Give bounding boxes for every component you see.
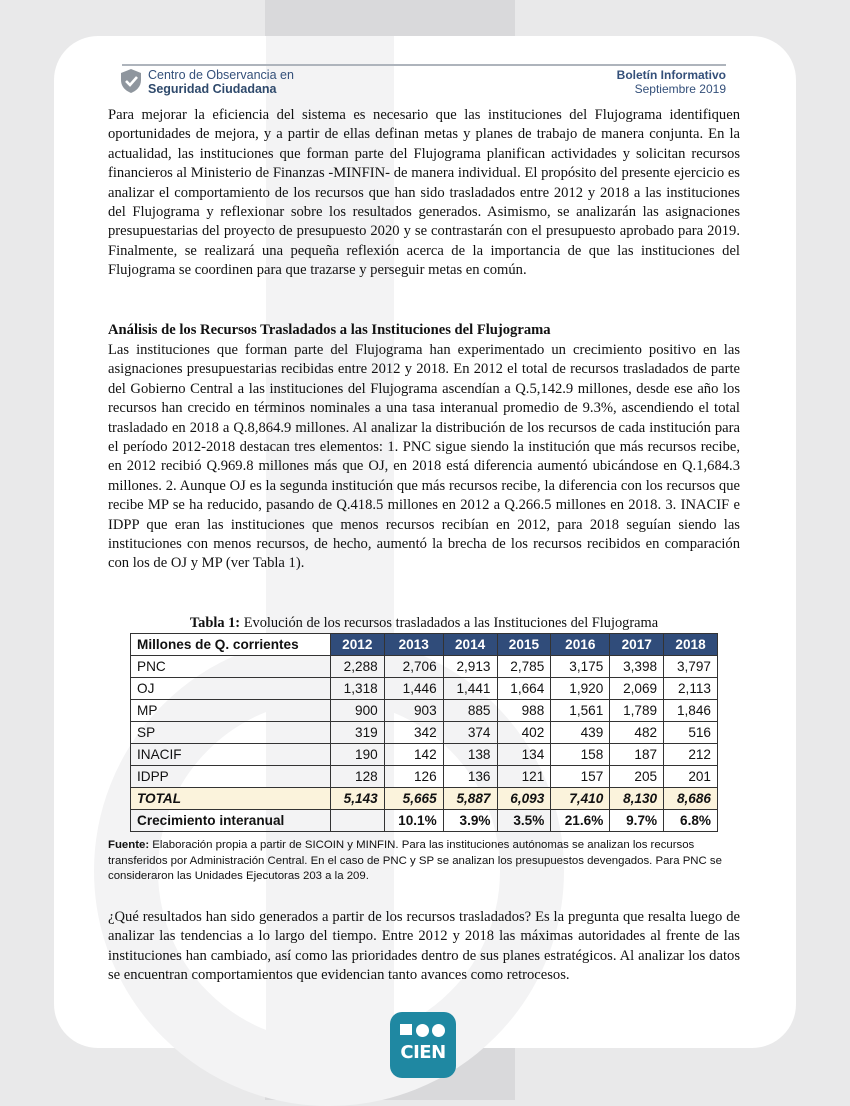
table-row	[131, 744, 718, 766]
year-header: 2012	[330, 634, 384, 656]
total-cell: 7,410	[551, 788, 610, 810]
document-page	[54, 36, 796, 1063]
section-heading: Análisis de los Recursos Trasladados a las Instituciones del Flujograma	[108, 322, 551, 338]
bulletin-title: Boletín Informativo	[616, 68, 726, 82]
table-cell: 2,069	[610, 678, 664, 700]
intro-paragraph: Para mejorar la eficiencia del sistema es necesario que las instituciones del Flujograma identifiquen oportunidades de mejora, y a partir de ellas definan metas y planes de trabajo de manera conjunta. En la actualidad, las instituciones que forman parte del Flujograma planifican actividades y solicitan recursos financieros al Ministerio de Finanzas -MINFIN- de manera individual. El propósito del presente ejercicio es analizar el comportamiento de los recursos que han sido trasladados entre 2012 y 2018 a las instituciones del Flujograma y reflexionar sobre los resultados generados. Asimismo, se analizarán las asignaciones presupuestarias del proyecto de presupuesto 2020 y se contrastarán con el presupuesto aprobado para 2019. Finalmente, se realizará una pequeña reflexión acerca de la importancia de que las instituciones del Flujograma se coordinen para que trazarse y perseguir metas en común.	[108, 107, 740, 279]
table-row	[131, 656, 718, 678]
source-label: Fuente:	[108, 839, 150, 851]
table-cell: 1,664	[497, 678, 551, 700]
table-row	[131, 700, 718, 722]
table-cell: 482	[610, 722, 664, 744]
table-source-note	[108, 838, 740, 885]
table-cell: 2,113	[664, 678, 718, 700]
total-cell: 5,143	[330, 788, 384, 810]
total-cell: 6,093	[497, 788, 551, 810]
logo-circle-icon	[432, 1024, 445, 1037]
table-cell: 903	[384, 700, 443, 722]
row-label: PNC	[131, 656, 331, 678]
row-label: MP	[131, 700, 331, 722]
table-cell: 374	[443, 722, 497, 744]
table-cell: 988	[497, 700, 551, 722]
table-cell: 128	[330, 766, 384, 788]
table-cell: 900	[330, 700, 384, 722]
total-label: TOTAL	[131, 788, 331, 810]
org-logo-text	[148, 68, 294, 96]
growth-cell: 9.7%	[610, 810, 664, 832]
growth-cell: 3.9%	[443, 810, 497, 832]
closing-paragraph: ¿Qué resultados han sido generados a partir de los recursos trasladados? Es la pregunta que resalta luego de analizar las tendencias a lo largo del tiempo. Entre 2012 y 2018 las máximas autoridades al frente de las instituciones han cambiado, así como las prioridades dentro de sus planes estratégicos. Al analizar los datos se encuentran comportamientos que evidencian tanto avances como retrocesos.	[108, 909, 740, 984]
table-cell: 142	[384, 744, 443, 766]
table-cell: 121	[497, 766, 551, 788]
table-cell: 1,561	[551, 700, 610, 722]
table-caption	[108, 614, 740, 632]
logo-circle-icon	[416, 1024, 429, 1037]
table-total-row	[131, 788, 718, 810]
row-label: OJ	[131, 678, 331, 700]
table-header-label: Millones de Q. corrientes	[131, 634, 331, 656]
total-cell: 8,686	[664, 788, 718, 810]
year-header: 2016	[551, 634, 610, 656]
resources-table	[130, 633, 718, 832]
year-header: 2015	[497, 634, 551, 656]
year-header: 2018	[664, 634, 718, 656]
growth-cell: 21.6%	[551, 810, 610, 832]
row-label: IDPP	[131, 766, 331, 788]
table-cell: 3,797	[664, 656, 718, 678]
table-cell: 157	[551, 766, 610, 788]
table-caption-text: Evolución de los recursos trasladados a las Instituciones del Flujograma	[240, 615, 659, 631]
table-cell: 2,785	[497, 656, 551, 678]
org-name-line2: Seguridad Ciudadana	[148, 82, 277, 96]
table-row	[131, 722, 718, 744]
table-cell: 2,288	[330, 656, 384, 678]
table-cell: 205	[610, 766, 664, 788]
growth-label: Crecimiento interanual	[131, 810, 331, 832]
logo-square-icon	[400, 1024, 412, 1035]
table-growth-row	[131, 810, 718, 832]
analysis-paragraph: Las instituciones que forman parte del Flujograma han experimentado un crecimiento positivo en las asignaciones presupuestarias recibidas entre 2012 y 2018. En 2012 el total de recursos trasladados de parte del Gobierno Central a las instituciones del Flujograma ascendían a Q.5,142.9 millones, desde ese año los recursos han crecido en términos nominales a una tasa interanual promedio de 9.3%, ascendiendo el total trasladado en 2018 a Q.8,864.9 millones. Al analizar la distribución de los recursos de cada institución para el período 2012-2018 destacan tres elementos: 1. PNC sigue siendo la institución que más recursos recibe, en 2012 recibió Q.969.8 millones más que OJ, en 2018 está diferencia aumentó ubicándose en Q.1,684.3 millones. 2. Aunque OJ es la segunda institución que más recursos recibe, la diferencia con los recursos que recibe MP se ha reducido, pasando de Q.418.5 millones en 2012 a Q.266.5 millones en 2018. 3. INACIF e IDPP que eran las instituciones que menos recursos recibían en 2012, para 2018 seguían siendo las instituciones con menos recursos, de hecho, aumentó la brecha de los recursos recibidos en comparación con los de OJ y MP (ver Tabla 1).	[108, 342, 740, 572]
growth-cell: 6.8%	[664, 810, 718, 832]
table-cell: 439	[551, 722, 610, 744]
table-cell: 1,846	[664, 700, 718, 722]
table-cell: 201	[664, 766, 718, 788]
row-label: INACIF	[131, 744, 331, 766]
cien-logo-text: CIEN	[400, 1042, 446, 1063]
table-cell: 2,706	[384, 656, 443, 678]
org-name-line1: Centro de Observancia en	[148, 68, 294, 82]
header-rule	[122, 64, 726, 66]
table-cell: 134	[497, 744, 551, 766]
table-cell: 136	[443, 766, 497, 788]
bulletin-date: Septiembre 2019	[634, 82, 726, 96]
growth-cell: 3.5%	[497, 810, 551, 832]
total-cell: 8,130	[610, 788, 664, 810]
total-cell: 5,887	[443, 788, 497, 810]
table-cell: 516	[664, 722, 718, 744]
growth-cell	[330, 810, 384, 832]
table-cell: 126	[384, 766, 443, 788]
total-cell: 5,665	[384, 788, 443, 810]
table-cell: 3,175	[551, 656, 610, 678]
table-cell: 1,920	[551, 678, 610, 700]
bulletin-info	[617, 68, 726, 96]
growth-cell: 10.1%	[384, 810, 443, 832]
table-cell: 1,446	[384, 678, 443, 700]
table-cell: 1,441	[443, 678, 497, 700]
table-cell: 342	[384, 722, 443, 744]
table-cell: 1,789	[610, 700, 664, 722]
table-cell: 187	[610, 744, 664, 766]
table-cell: 885	[443, 700, 497, 722]
source-text: Elaboración propia a partir de SICOIN y MINFIN. Para las instituciones autónomas se analizan los recursos transferidos por Administración Central. En el caso de PNC y SP se analizan los presupuestos devengados. Para PNC se consideraron las Unidades Ejecutoras 203 a la 209.	[108, 839, 722, 882]
table-cell: 158	[551, 744, 610, 766]
year-header: 2013	[384, 634, 443, 656]
table-row	[131, 766, 718, 788]
table-cell: 319	[330, 722, 384, 744]
shield-check-icon	[120, 68, 142, 94]
year-header: 2014	[443, 634, 497, 656]
year-header: 2017	[610, 634, 664, 656]
table-cell: 402	[497, 722, 551, 744]
table-row	[131, 678, 718, 700]
row-label: SP	[131, 722, 331, 744]
table-cell: 212	[664, 744, 718, 766]
table-cell: 138	[443, 744, 497, 766]
table-caption-label: Tabla 1:	[189, 615, 241, 631]
cien-logo	[390, 1012, 456, 1078]
table-cell: 190	[330, 744, 384, 766]
table-cell: 1,318	[330, 678, 384, 700]
table-cell: 2,913	[443, 656, 497, 678]
table-header-row	[131, 634, 718, 656]
table-cell: 3,398	[610, 656, 664, 678]
